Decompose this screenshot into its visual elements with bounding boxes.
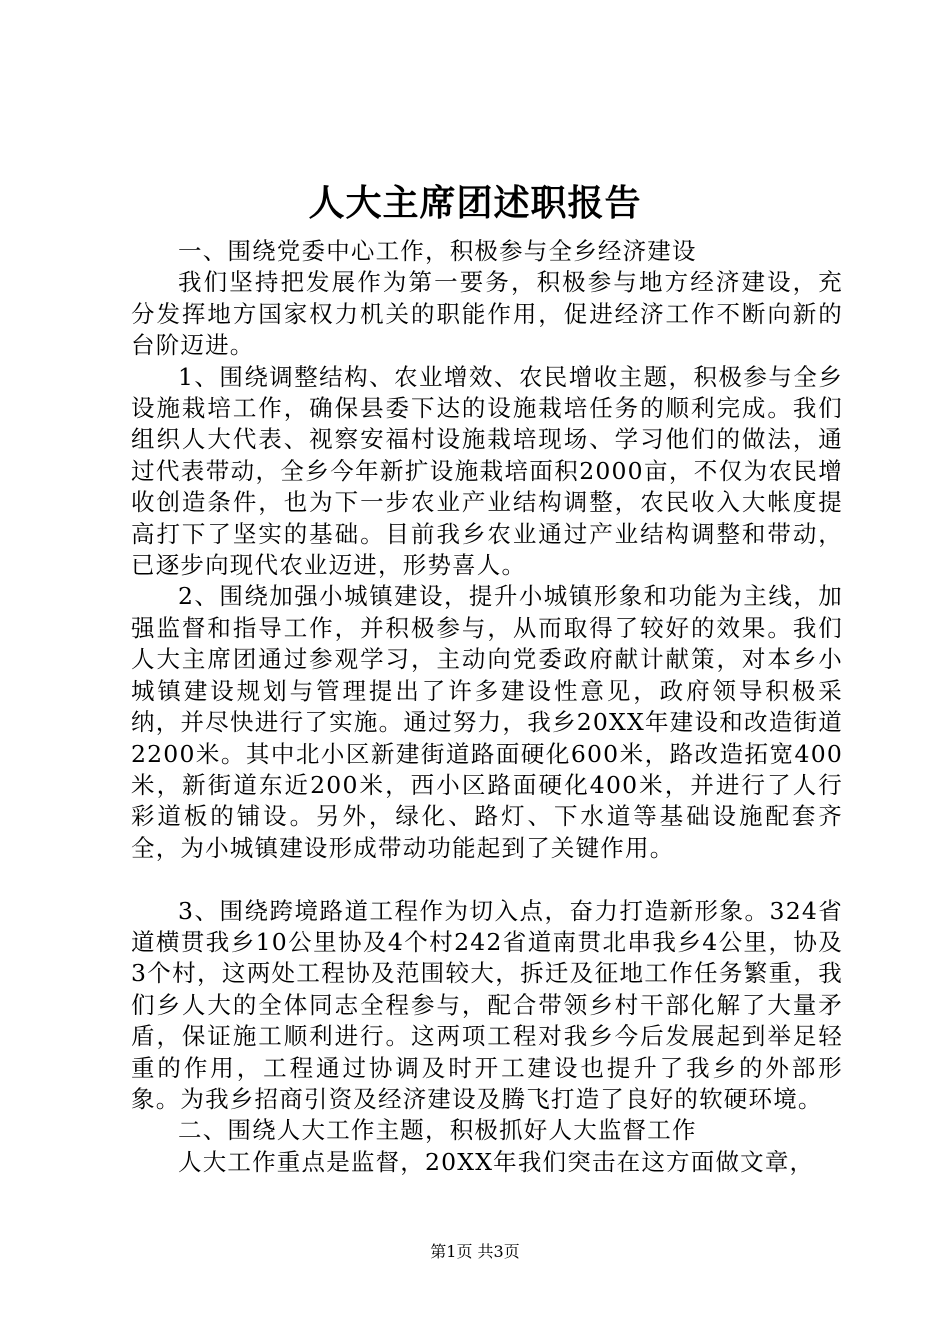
section-heading-2: 二、围绕人大工作主题，积极抓好人大监督工作: [178, 1116, 697, 1145]
paragraph-supervision: 人大工作重点是监督，20XX年我们突击在这方面做文章，: [178, 1147, 815, 1176]
document-body: [131, 236, 843, 1178]
paragraph-intro: 我们坚持把发展作为第一要务，积极参与地方经济建设，充分发挥地方国家权力机关的职能作用，促进经济工作不断向新的台阶迈进。: [131, 268, 843, 360]
paragraph-item-2: 2、围绕加强小城镇建设，提升小城镇形象和功能为主线，加强监督和指导工作，并积极参与，从而取得了较好的效果。我们人大主席团通过参观学习，主动向党委政府献计献策，对本乡小城镇建设规划与管理提出了许多建设性意见，政府领导积极采纳，并尽快进行了实施。通过努力，我乡20XX年建设和改造街道2200米。其中北小区新建街道路面硬化600米，路改造拓宽400米，新街道东近200米，西小区路面硬化400米，并进行了人行彩道板的铺设。另外，绿化、路灯、下水道等基础设施配套齐全，为小城镇建设形成带动功能起到了关键作用。: [131, 582, 843, 862]
document-title: 人大主席团述职报告: [308, 182, 642, 224]
section-heading-1: 一、围绕党委中心工作，积极参与全乡经济建设: [178, 237, 697, 265]
page-footer: 第1页 共3页: [430, 1242, 520, 1261]
paragraph-item-1: 1、围绕调整结构、农业增效、农民增收主题，积极参与全乡设施栽培工作，确保县委下达的设施栽培任务的顺利完成。我们组织人大代表、视察安福村设施栽培现场、学习他们的做法，通过代表带动，全乡今年新扩设施栽培面积2000亩，不仅为农民增收创造条件，也为下一步农业产业结构调整，农民收入大帐度提高打下了坚实的基础。目前我乡农业通过产业结构调整和带动，已逐步向现代农业迈进，形势喜人。: [131, 362, 843, 580]
paragraph-item-3: 3、围绕跨境路道工程作为切入点，奋力打造新形象。324省道横贯我乡10公里协及4个村242省道南贯北串我乡4公里，协及3个村，这两处工程协及范围较大，拆迁及征地工作任务繁重，我们乡人大的全体同志全程参与，配合带领乡村干部化解了大量矛盾，保证施工顺利进行。这两项工程对我乡今后发展起到举足轻重的作用，工程通过协调及时开工建设也提升了我乡的外部形象。为我乡招商引资及经济建设及腾飞打造了良好的软硬环境。: [131, 896, 843, 1113]
